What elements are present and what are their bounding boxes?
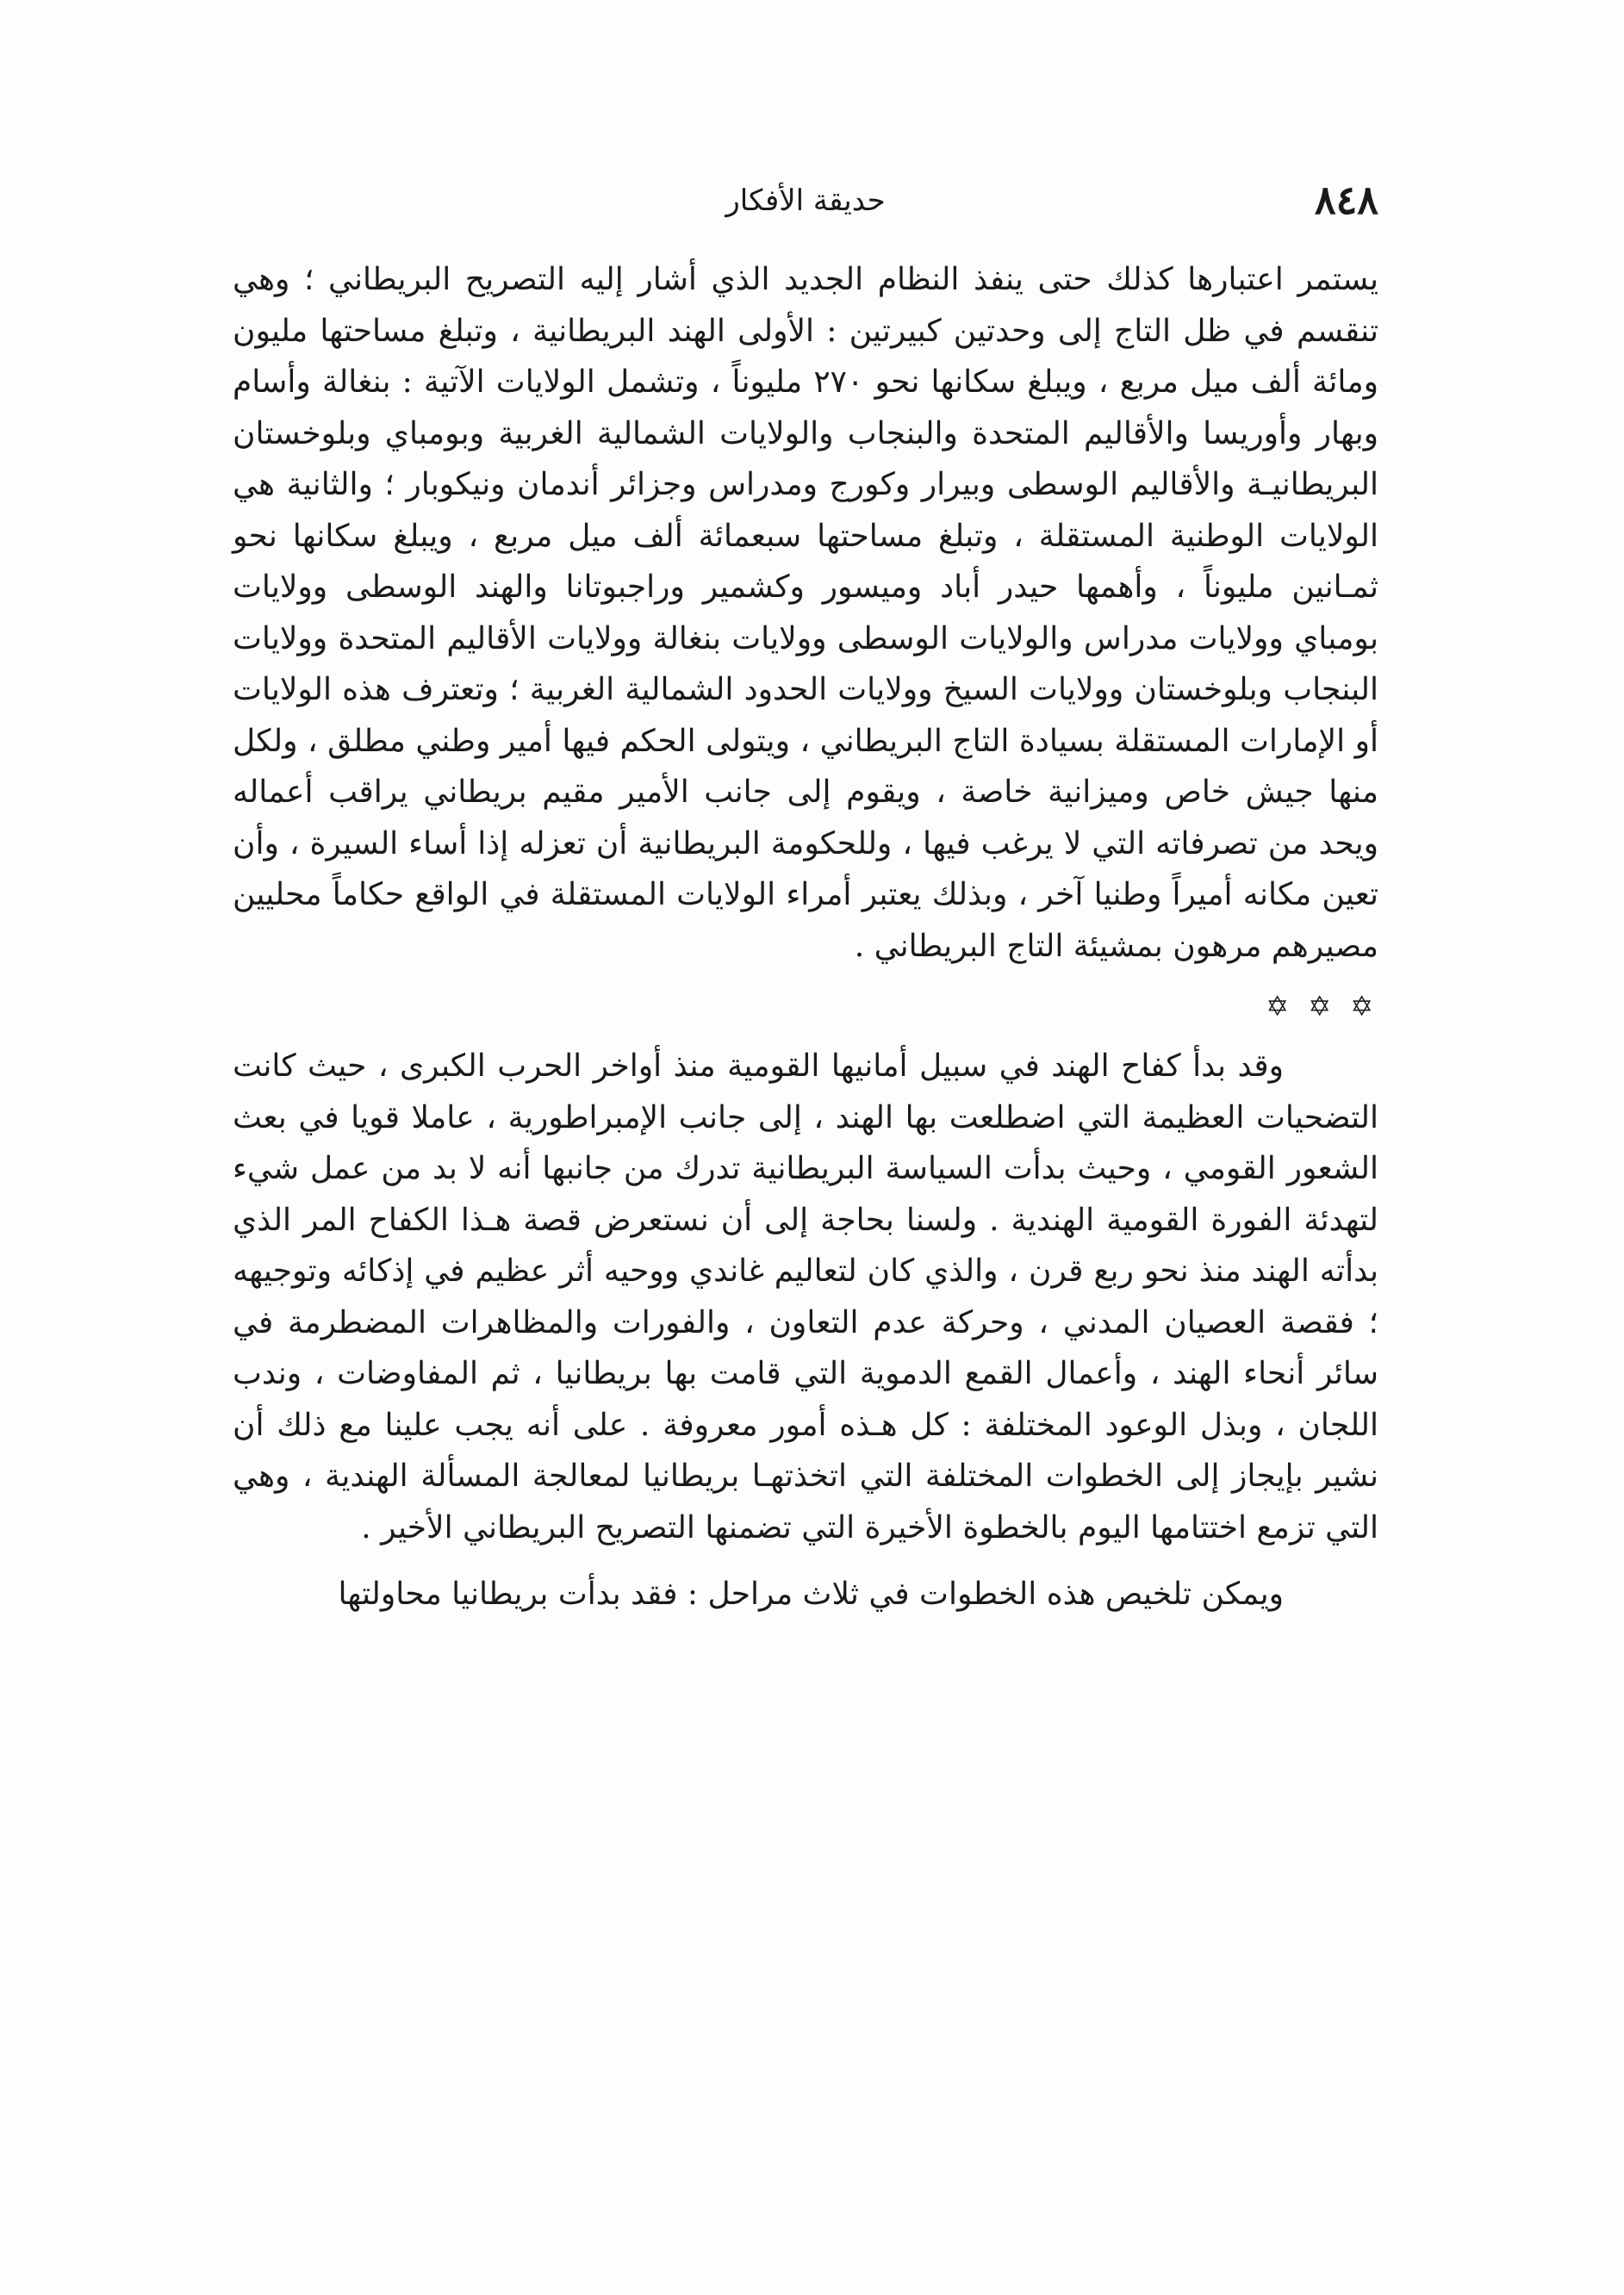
paragraph-1: يستمر اعتبارها كذلك حتى ينفذ النظام الجديد الذي أشار إليه التصريح البريطاني ؛ وهي تنقسم في ظل التاج إلى وحدتين كبيرتين : الأولى الهند البريطانية ، وتبلغ مساحتها مليون ومائة ألف ميل مربع ، ويبلغ سكانها نحو ٢٧٠ مليوناً ، وتشمل الولايات الآتية : بنغالة وأسام وبهار وأوريسا والأقاليم المتحدة والبنجاب والولايات الشمالية الغربية وبومباي وبلوخستان البريطانيـة والأقاليم الوسطى وبيرار وكورج ومدراس وجزائر أندمان ونيكوبار ؛ والثانية هي الولايات الوطنية المستقلة ، وتبلغ مساحتها سبعمائة ألف ميل مربع ، ويبلغ سكانها نحو ثمـانين مليوناً ، وأهمها حيدر أباد وميسور وكشمير وراجبوتانا والهند الوسطى وولايات بومباي وولايات مدراس والولايات الوسطى وولايات بنغالة وولايات الأقاليم المتحدة وولايات البنجاب وبلوخستان وولايات السيخ وولايات الحدود الشمالية الغربية ؛ وتعترف هذه الولايات أو الإمارات المستقلة بسيادة التاج البريطاني ، ويتولى الحكم فيها أمير وطني مطلق ، ولكل منها جيش خاص وميزانية خاصة ، ويقوم إلى جانب الأمير مقيم بريطاني يراقب أعماله ويحد من تصرفاته التي لا يرغب فيها ، وللحكومة البريطانية أن تعزله إذا أساء السيرة ، وأن تعين مكانه أميراً وطنيا آخر ، وبذلك يعتبر أمراء الولايات المستقلة في الواقع حكاماً محليين مصيرهم مرهون بمشيئة التاج البريطاني . (233, 262, 1378, 964)
page-header (233, 177, 1378, 237)
running-title: حديقة الأفكار (725, 183, 886, 218)
paragraph-2: وقد بدأ كفاح الهند في سبيل أمانيها القومية منذ أواخر الحرب الكبرى ، حيث كانت التضحيات العظيمة التي اضطلعت بها الهند ، إلى جانب الإمبراطورية ، عاملا قويا في بعث الشعور القومي ، وحيث بدأت السياسة البريطانية تدرك من جانبها أنه لا بد من عمل شيء لتهدئة الفورة القومية الهندية . ولسنا بحاجة إلى أن نستعرض قصة هـذا الكفاح المر الذي بدأته الهند منذ نحو ربع قرن ، والذي كان لتعاليم غاندي ووحيه أثر عظيم في إذكائه وتوجيهه ؛ فقصة العصيان المدني ، وحركة عدم التعاون ، والفورات والمظاهرات المضطرمة في سائر أنحاء الهند ، وأعمال القمع الدموية التي قامت بها بريطانيا ، ثم المفاوضات ، وندب اللجان ، وبذل الوعود المختلفة : كل هـذه أمور معروفة . على أنه يجب علينا مع ذلك أن نشير بإيجاز إلى الخطوات المختلفة التي اتخذتهـا بريطانيا لمعالجة المسألة الهندية ، وهي التي تزمع اختتامها اليوم بالخطوة الأخيرة التي تضمنها التصريح البريطاني الأخير . (233, 1048, 1378, 1546)
paragraph-gap (233, 1553, 1378, 1569)
section-divider: ✡ ✡ ✡ (1266, 990, 1378, 1023)
paragraph-3: ويمكن تلخيص هذه الخطوات في ثلاث مراحل : فقد بدأت بريطانيا محاولتها (338, 1577, 1284, 1612)
body-text (233, 254, 1378, 1620)
page-number: ٨٤٨ (1314, 177, 1378, 223)
